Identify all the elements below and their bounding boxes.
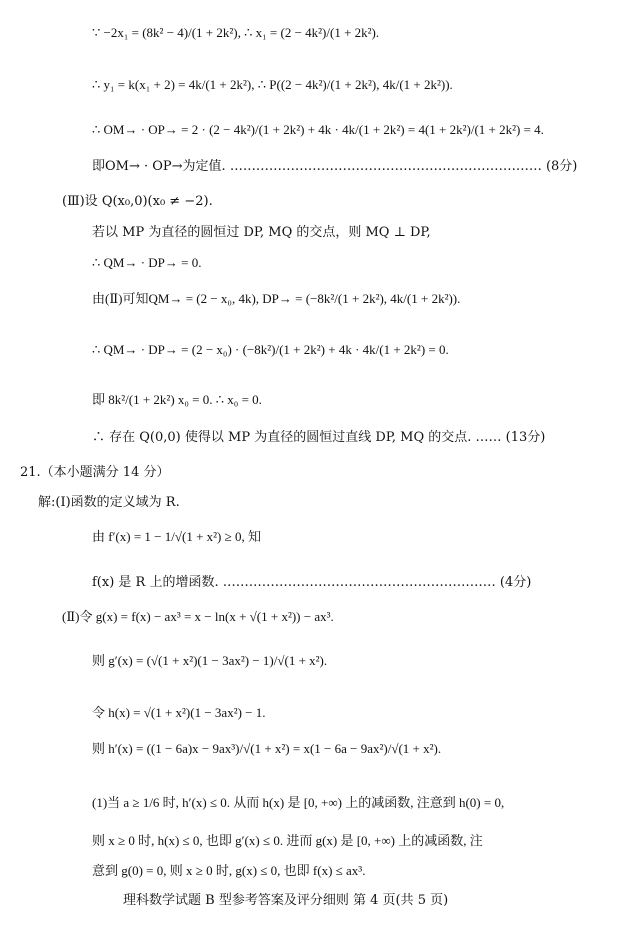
solution-line-6: 若以 MP 为直径的圆恒过 DP, MQ 的交点，则 MQ ⊥ DP, bbox=[92, 225, 431, 240]
solution-line-22: 意到 g(0) = 0, 则 x ≥ 0 时, g(x) ≤ 0, 也即 f(x) ≤ ax³. bbox=[92, 863, 366, 878]
solution-line-7: ∴ QM→ · DP→ = 0. bbox=[92, 255, 202, 270]
solution-line-2: ∴ y₁ = k(x₁ + 2) = 4k/(1 + 2k²), ∴ P((2 − 4k²)/(1 + 2k²), 4k/(1 + 2k²)). bbox=[92, 77, 453, 92]
solution-line-18: 令 h(x) = √(1 + x²)(1 − 3ax²) − 1. bbox=[92, 705, 266, 720]
solution-line-15: f(x) 是 R 上的增函数. ……………………………………………………… (4分) bbox=[92, 575, 532, 590]
solution-line-3: ∴ OM→ · OP→ = 2 · (2 − 4k²)/(1 + 2k²) + 4k · 4k/(1 + 2k²) = 4(1 + 2k²)/(1 + 2k²) = 4. bbox=[92, 122, 544, 137]
part-i-heading: 解:(Ⅰ)函数的定义域为 R. bbox=[38, 495, 180, 510]
question-21-heading: 21.（本小题满分 14 分） bbox=[20, 465, 170, 480]
solution-line-14: 由 f′(x) = 1 − 1/√(1 + x²) ≥ 0, 知 bbox=[92, 529, 262, 544]
part-iii-heading: (Ⅲ)设 Q(x₀,0)(x₀ ≠ −2). bbox=[62, 194, 213, 209]
solution-line-20: (1)当 a ≥ 1/6 时, h′(x) ≤ 0. 从而 h(x) 是 [0, +∞) 上的减函数, 注意到 h(0) = 0, bbox=[92, 795, 505, 810]
page-footer: 理科数学试题 B 型参考答案及评分细则 第 4 页(共 5 页) bbox=[123, 893, 449, 908]
solution-line-4: 即OM→ · OP→为定值. ……………………………………………………………… (8分) bbox=[92, 159, 578, 174]
part-ii-heading: (Ⅱ)令 g(x) = f(x) − ax³ = x − ln(x + √(1 + x²)) − ax³. bbox=[62, 609, 334, 624]
solution-line-8: 由(Ⅱ)可知QM→ = (2 − x₀, 4k), DP→ = (−8k²/(1 + 2k²), 4k/(1 + 2k²)). bbox=[92, 291, 461, 306]
solution-line-9: ∴ QM→ · DP→ = (2 − x₀) · (−8k²)/(1 + 2k²) + 4k · 4k/(1 + 2k²) = 0. bbox=[92, 342, 449, 357]
solution-line-17: 则 g′(x) = (√(1 + x²)(1 − 3ax²) − 1)/√(1 + x²). bbox=[92, 653, 328, 668]
solution-line-1: ∵ −2x₁ = (8k² − 4)/(1 + 2k²), ∴ x₁ = (2 − 4k²)/(1 + 2k²). bbox=[92, 25, 380, 40]
solution-line-11: ∴ 存在 Q(0,0) 使得以 MP 为直径的圆恒过直线 DP, MQ 的交点. …… (13分) bbox=[92, 430, 546, 445]
solution-line-19: 则 h′(x) = ((1 − 6a)x − 9ax³)/√(1 + x²) = x(1 − 6a − 9ax²)/√(1 + x²). bbox=[92, 741, 442, 756]
solution-line-21: 则 x ≥ 0 时, h(x) ≤ 0, 也即 g′(x) ≤ 0. 进而 g(x) 是 [0, +∞) 上的减函数, 注 bbox=[92, 833, 483, 848]
solution-line-10: 即 8k²/(1 + 2k²) x₀ = 0. ∴ x₀ = 0. bbox=[92, 392, 262, 407]
